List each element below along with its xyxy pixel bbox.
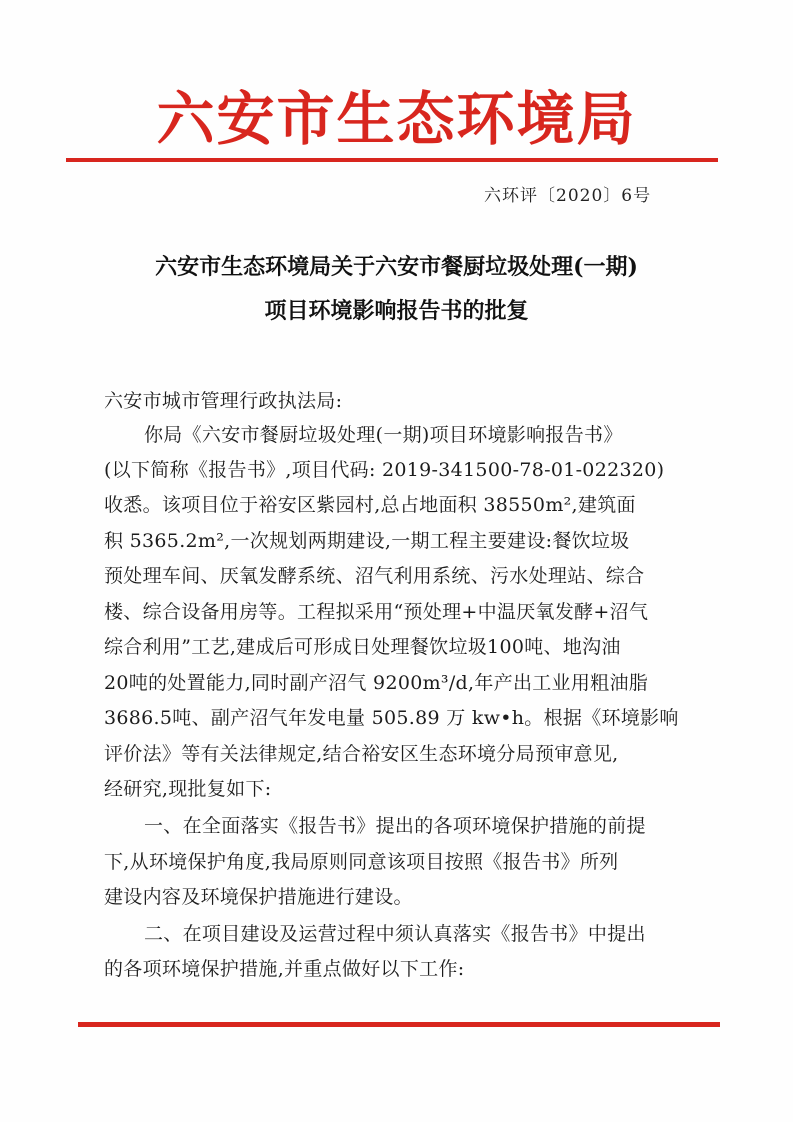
body-line: 积 5365.2m²,一次规划两期建设,一期工程主要建设:餐饮垃圾: [104, 530, 630, 552]
document-title-line-2: 项目环境影响报告书的批复: [264, 298, 529, 324]
document-number: 六环评〔2020〕6号: [484, 186, 652, 206]
body-line: 预处理车间、厌氧发酵系统、沼气利用系统、污水处理站、综合: [104, 565, 645, 587]
footer-red-rule: [78, 1022, 720, 1027]
body-line: 建设内容及环境保护措施进行建设。: [104, 886, 413, 908]
body-line: 3686.5吨、副产沼气年发电量 505.89 万 kw•h。根据《环境影响: [104, 707, 679, 729]
body-line: 的各项环境保护措施,并重点做好以下工作:: [104, 958, 465, 980]
body-line: 收悉。该项目位于裕安区紫园村,总占地面积 38550m²,建筑面: [104, 494, 636, 516]
body-line: 一、在全面落实《报告书》提出的各项环境保护措施的前提: [144, 815, 646, 837]
body-line: 下,从环境保护角度,我局原则同意该项目按照《报告书》所列: [104, 851, 619, 873]
agency-letterhead: 六安市生态环境局: [156, 85, 637, 153]
letterhead-red-rule: [66, 158, 718, 162]
body-line: 二、在项目建设及运营过程中须认真落实《报告书》中提出: [144, 923, 646, 945]
body-line: (以下简称《报告书》,项目代码: 2019-341500-78-01-022320): [104, 459, 665, 481]
salutation: 六安市城市管理行政执法局:: [104, 390, 343, 412]
body-line: 20吨的处置能力,同时副产沼气 9200m³/d,年产出工业用粗油脂: [104, 672, 649, 694]
body-line: 综合利用”工艺,建成后可形成日处理餐饮垃圾100吨、地沟油: [104, 636, 621, 658]
body-line: 你局《六安市餐厨垃圾处理(一期)项目环境影响报告书》: [144, 424, 623, 446]
body-line: 经研究,现批复如下:: [104, 778, 272, 800]
body-line: 楼、综合设备用房等。工程拟采用“预处理+中温厌氧发酵+沼气: [104, 601, 649, 623]
document-title-line-1: 六安市生态环境局关于六安市餐厨垃圾处理(一期): [155, 254, 638, 280]
body-line: 评价法》等有关法律规定,结合裕安区生态环境分局预审意见,: [104, 743, 619, 765]
